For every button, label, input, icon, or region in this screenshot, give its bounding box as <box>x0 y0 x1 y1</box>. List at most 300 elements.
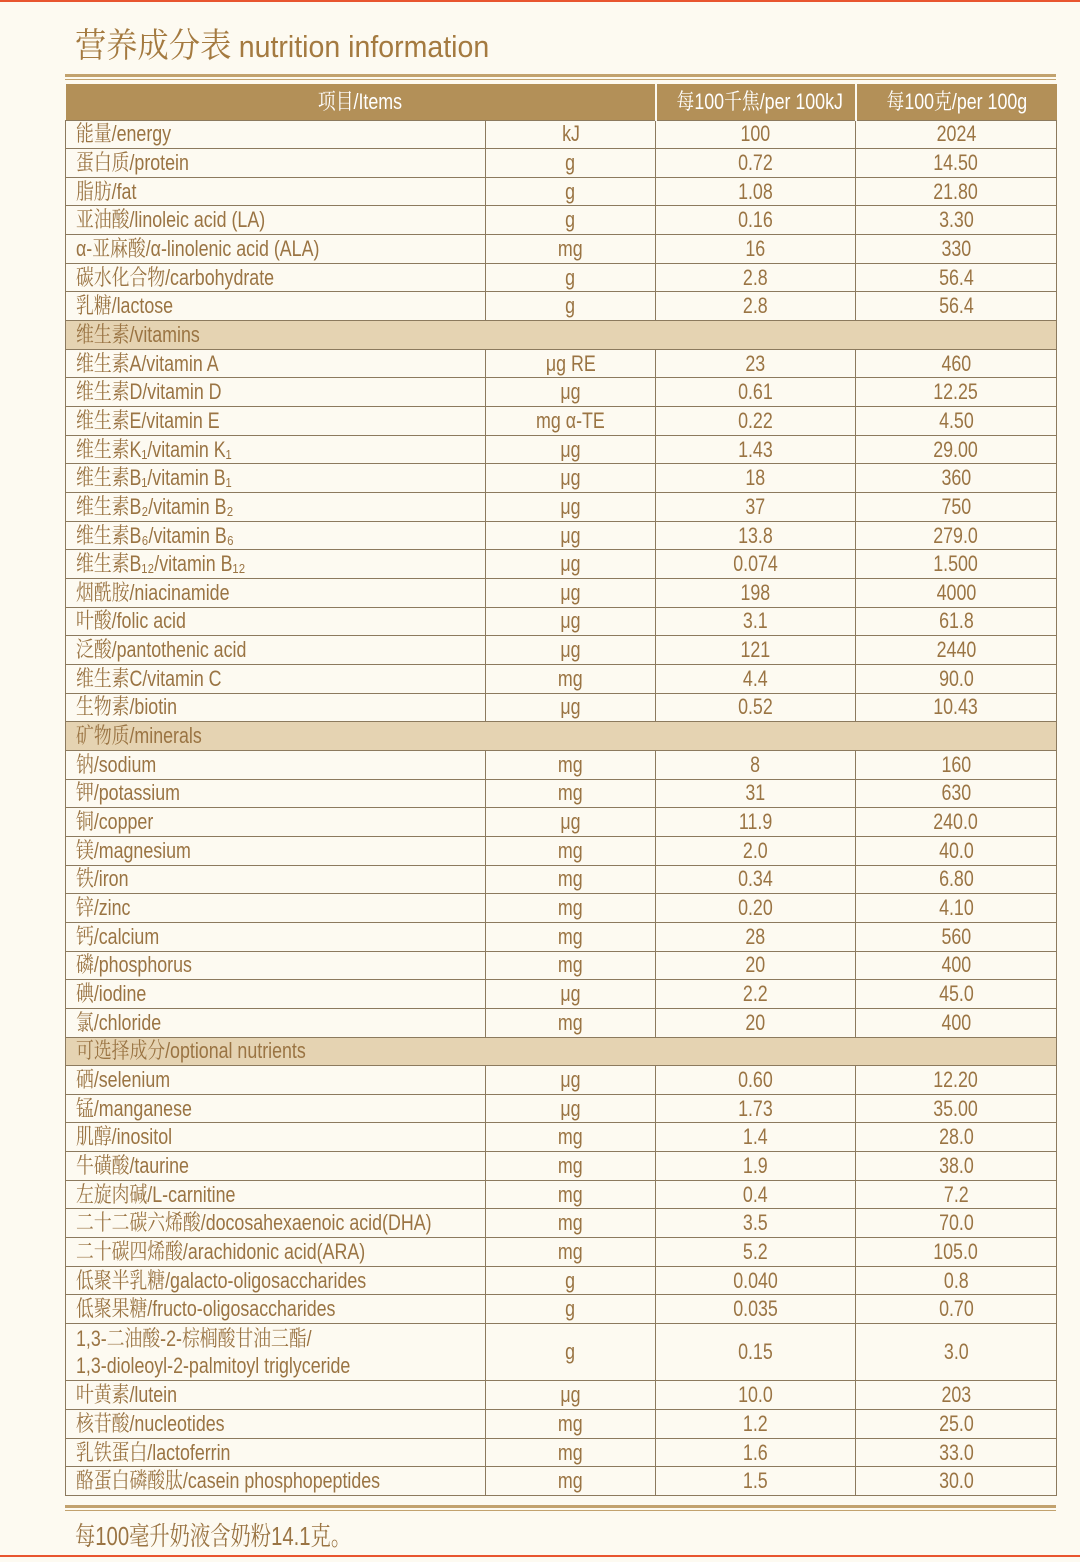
nutrient-unit-cell <box>486 493 656 522</box>
value-per-100kj-cell <box>656 493 856 522</box>
value-per-100g: 12.25 <box>933 379 979 405</box>
nutrient-name-cell <box>66 1008 486 1037</box>
nutrient-name-cell <box>66 750 486 779</box>
section-label: 可选择成分/optional nutrients <box>76 1038 306 1064</box>
nutrient-name: 二十二碳六烯酸/docosahexaenoic acid(DHA) <box>76 1210 432 1236</box>
nutrient-unit-cell <box>486 435 656 464</box>
nutrient-row <box>66 435 1057 464</box>
nutrient-unit: g <box>565 1267 576 1293</box>
value-per-100kj: 1.43 <box>738 436 773 462</box>
value-per-100g: 35.00 <box>933 1095 979 1121</box>
value-per-100kj: 0.074 <box>733 551 778 577</box>
value-per-100g-cell <box>856 922 1057 951</box>
value-per-100kj-cell <box>656 1209 856 1238</box>
nutrient-name: 钙/calcium <box>76 923 160 949</box>
value-per-100g: 30.0 <box>938 1468 974 1494</box>
nutrient-row <box>66 1324 1057 1381</box>
nutrient-name: 氯/chloride <box>76 1009 162 1035</box>
value-per-100kj: 121 <box>740 637 771 663</box>
header-items: 项目/Items <box>317 88 403 114</box>
value-per-100kj: 2.0 <box>743 837 768 863</box>
nutrient-row <box>66 951 1057 980</box>
value-per-100g: 560 <box>941 923 971 949</box>
value-per-100kj: 1.9 <box>743 1152 768 1178</box>
nutrient-name: 碳水化合物/carbohydrate <box>76 264 275 290</box>
value-per-100kj-cell <box>656 1238 856 1267</box>
nutrient-row <box>66 1266 1057 1295</box>
section-header-row <box>66 1037 1057 1066</box>
nutrient-unit: g <box>565 178 576 204</box>
value-per-100kj-cell <box>656 636 856 665</box>
nutrient-name-cell <box>66 550 486 579</box>
nutrient-row <box>66 1238 1057 1267</box>
value-per-100g: 2440 <box>936 637 976 663</box>
value-per-100g-cell <box>856 750 1057 779</box>
value-per-100kj: 11.9 <box>738 809 773 835</box>
value-per-100g: 14.50 <box>933 149 979 175</box>
value-per-100g: 90.0 <box>938 665 974 691</box>
value-per-100kj-cell <box>656 579 856 608</box>
nutrition-table <box>65 84 1057 1496</box>
value-per-100kj: 0.035 <box>733 1296 778 1322</box>
nutrient-name-cell <box>66 607 486 636</box>
nutrient-name: 钠/sodium <box>76 751 157 777</box>
value-per-100kj-cell <box>656 1295 856 1324</box>
value-per-100g-cell <box>856 464 1057 493</box>
nutrient-name: 维生素D/vitamin D <box>76 379 222 405</box>
nutrient-unit-cell <box>486 693 656 722</box>
nutrient-unit: μg <box>560 436 581 462</box>
nutrient-unit-cell <box>486 407 656 436</box>
value-per-100g: 21.80 <box>933 178 979 204</box>
header-per-100g-cell <box>856 84 1057 120</box>
nutrient-name: 维生素E/vitamin E <box>76 407 220 433</box>
nutrient-name-cell <box>66 292 486 321</box>
value-per-100g-cell <box>856 378 1057 407</box>
nutrient-name: 钾/potassium <box>76 780 180 806</box>
value-per-100kj-cell <box>656 435 856 464</box>
header-items-cell <box>66 84 656 120</box>
nutrient-name: 乳糖/lactose <box>76 293 174 319</box>
value-per-100g: 400 <box>941 952 971 978</box>
value-per-100g-cell <box>856 493 1057 522</box>
value-per-100kj: 2.2 <box>743 981 768 1007</box>
value-per-100kj-cell <box>656 1094 856 1123</box>
value-per-100kj: 0.20 <box>738 895 773 921</box>
nutrient-row <box>66 836 1057 865</box>
value-per-100g-cell <box>856 206 1057 235</box>
value-per-100kj: 0.34 <box>738 866 773 892</box>
value-per-100g-cell <box>856 1467 1057 1496</box>
nutrient-name-cell <box>66 349 486 378</box>
value-per-100kj: 1.2 <box>743 1410 768 1436</box>
value-per-100kj: 31 <box>745 780 766 806</box>
value-per-100g-cell <box>856 407 1057 436</box>
nutrient-unit: mg <box>558 1468 583 1494</box>
nutrient-unit-cell <box>486 980 656 1009</box>
value-per-100kj: 100 <box>740 121 771 147</box>
value-per-100kj-cell <box>656 349 856 378</box>
value-per-100g: 70.0 <box>938 1210 974 1236</box>
nutrient-unit: μg <box>560 1382 581 1408</box>
nutrient-row <box>66 235 1057 264</box>
nutrient-name-cell <box>66 808 486 837</box>
header-per-100g: 每100克/per 100g <box>886 88 1027 114</box>
nutrient-row <box>66 1209 1057 1238</box>
value-per-100g-cell <box>856 894 1057 923</box>
value-per-100g: 4.10 <box>938 895 974 921</box>
nutrient-name-cell <box>66 693 486 722</box>
nutrient-name: 碘/iodine <box>76 981 147 1007</box>
nutrient-name: 镁/magnesium <box>76 837 191 863</box>
nutrient-row <box>66 493 1057 522</box>
value-per-100g-cell <box>856 1295 1057 1324</box>
value-per-100kj: 2.8 <box>743 264 768 290</box>
header-per-100kj: 每100千焦/per 100kJ <box>676 88 843 114</box>
nutrient-name-cell <box>66 836 486 865</box>
value-per-100kj-cell <box>656 607 856 636</box>
nutrient-name-cell <box>66 1438 486 1467</box>
nutrient-unit: mg <box>558 1410 583 1436</box>
nutrient-row <box>66 206 1057 235</box>
value-per-100kj-cell <box>656 464 856 493</box>
nutrient-unit: μg <box>560 694 581 720</box>
nutrient-unit: μg <box>560 379 581 405</box>
nutrient-unit: g <box>565 264 576 290</box>
nutrient-unit: μg <box>560 637 581 663</box>
value-per-100kj: 8 <box>750 751 761 777</box>
nutrient-name-cell <box>66 435 486 464</box>
value-per-100kj: 0.22 <box>738 407 773 433</box>
nutrient-unit: μg <box>560 579 581 605</box>
value-per-100kj: 10.0 <box>738 1382 773 1408</box>
nutrient-name-cell <box>66 579 486 608</box>
nutrient-name: 维生素B₂/vitamin B₂ <box>76 493 234 519</box>
value-per-100kj: 0.61 <box>738 379 773 405</box>
nutrient-row <box>66 1467 1057 1496</box>
nutrient-name: 维生素B₆/vitamin B₆ <box>76 522 234 548</box>
value-per-100g: 12.20 <box>933 1066 979 1092</box>
value-per-100g-cell <box>856 1238 1057 1267</box>
nutrient-row <box>66 894 1057 923</box>
nutrient-name: 泛酸/pantothenic acid <box>76 637 247 663</box>
value-per-100kj: 1.08 <box>738 178 773 204</box>
nutrient-name: 能量/energy <box>76 121 172 147</box>
nutrient-row <box>66 550 1057 579</box>
value-per-100g-cell <box>856 836 1057 865</box>
nutrient-unit-cell <box>486 664 656 693</box>
value-per-100g-cell <box>856 951 1057 980</box>
nutrient-row <box>66 120 1057 149</box>
nutrient-name-cell <box>66 1467 486 1496</box>
nutrient-name-cell <box>66 1381 486 1410</box>
nutrient-name-cell <box>66 922 486 951</box>
nutrient-name-cell <box>66 894 486 923</box>
nutrient-unit-cell <box>486 464 656 493</box>
value-per-100g-cell <box>856 120 1057 149</box>
nutrient-unit: mg <box>558 1181 583 1207</box>
nutrient-unit: μg <box>560 465 581 491</box>
value-per-100g: 203 <box>941 1382 971 1408</box>
nutrient-unit-cell <box>486 1467 656 1496</box>
value-per-100g: 630 <box>941 780 971 806</box>
value-per-100kj-cell <box>656 894 856 923</box>
nutrient-unit-cell <box>486 922 656 951</box>
nutrient-name: 铁/iron <box>76 866 129 892</box>
nutrient-unit: kJ <box>561 121 580 147</box>
value-per-100kj-cell <box>656 1438 856 1467</box>
value-per-100kj: 0.040 <box>733 1267 778 1293</box>
value-per-100g: 240.0 <box>933 809 979 835</box>
title-english: nutrition information <box>238 29 490 64</box>
nutrient-unit: mg α-TE <box>536 407 605 433</box>
nutrient-unit-cell <box>486 750 656 779</box>
value-per-100kj-cell <box>656 750 856 779</box>
value-per-100g-cell <box>856 664 1057 693</box>
nutrient-name-cell <box>66 120 486 149</box>
value-per-100g: 56.4 <box>938 293 974 319</box>
nutrient-name-cell <box>66 521 486 550</box>
value-per-100kj: 1.73 <box>738 1095 773 1121</box>
value-per-100kj-cell <box>656 1008 856 1037</box>
nutrient-unit: mg <box>558 952 583 978</box>
nutrient-name-cell <box>66 636 486 665</box>
nutrient-row <box>66 636 1057 665</box>
value-per-100kj-cell <box>656 120 856 149</box>
value-per-100kj-cell <box>656 1467 856 1496</box>
nutrient-name-cell <box>66 1152 486 1181</box>
nutrient-unit-cell <box>486 1152 656 1181</box>
nutrient-unit: mg <box>558 665 583 691</box>
value-per-100kj: 28 <box>745 923 766 949</box>
nutrient-unit-cell <box>486 235 656 264</box>
value-per-100g-cell <box>856 1266 1057 1295</box>
nutrient-name: 叶黄素/lutein <box>76 1382 178 1408</box>
nutrient-name-cell <box>66 664 486 693</box>
nutrient-unit-cell <box>486 1008 656 1037</box>
value-per-100g-cell <box>856 779 1057 808</box>
nutrient-unit-cell <box>486 120 656 149</box>
nutrient-name: α-亚麻酸/α-linolenic acid (ALA) <box>76 235 320 261</box>
nutrient-name-cell <box>66 464 486 493</box>
value-per-100kj: 13.8 <box>738 522 773 548</box>
nutrient-name: 锰/manganese <box>76 1095 192 1121</box>
value-per-100g-cell <box>856 1410 1057 1439</box>
value-per-100kj-cell <box>656 1066 856 1095</box>
value-per-100kj-cell <box>656 951 856 980</box>
footer-note-text: 每100毫升奶液含奶粉14.1克。 <box>75 1521 352 1552</box>
value-per-100g: 61.8 <box>938 608 974 634</box>
nutrient-unit-cell <box>486 149 656 178</box>
value-per-100g: 330 <box>941 235 971 261</box>
footer-note <box>65 1519 1056 1558</box>
value-per-100g-cell <box>856 1180 1057 1209</box>
nutrient-unit: mg <box>558 866 583 892</box>
value-per-100kj-cell <box>656 235 856 264</box>
nutrient-row <box>66 1295 1057 1324</box>
nutrient-unit: μg <box>560 493 581 519</box>
value-per-100g: 3.0 <box>943 1339 969 1365</box>
nutrient-unit-cell <box>486 836 656 865</box>
value-per-100g-cell <box>856 1209 1057 1238</box>
nutrient-name-cell <box>66 263 486 292</box>
value-per-100kj: 3.5 <box>743 1210 768 1236</box>
nutrient-unit-cell <box>486 951 656 980</box>
nutrient-unit: mg <box>558 1238 583 1264</box>
nutrient-unit: μg <box>560 1066 581 1092</box>
value-per-100kj: 0.52 <box>738 694 773 720</box>
nutrient-unit: mg <box>558 837 583 863</box>
section-header-cell <box>66 1037 1057 1066</box>
nutrient-unit: mg <box>558 1124 583 1150</box>
nutrient-name: 低聚半乳糖/galacto-oligosaccharides <box>76 1267 367 1293</box>
nutrient-unit: mg <box>558 1009 583 1035</box>
nutrient-unit: mg <box>558 1152 583 1178</box>
nutrient-row <box>66 1410 1057 1439</box>
nutrient-name-cell <box>66 779 486 808</box>
value-per-100g: 750 <box>941 493 971 519</box>
nutrient-name: 脂肪/fat <box>76 178 137 204</box>
nutrient-row <box>66 1008 1057 1037</box>
value-per-100g-cell <box>856 349 1057 378</box>
value-per-100kj-cell <box>656 779 856 808</box>
value-per-100kj: 198 <box>740 579 771 605</box>
value-per-100kj-cell <box>656 550 856 579</box>
value-per-100kj-cell <box>656 980 856 1009</box>
value-per-100kj-cell <box>656 1152 856 1181</box>
value-per-100g: 45.0 <box>938 981 974 1007</box>
nutrient-unit-cell <box>486 349 656 378</box>
value-per-100kj-cell <box>656 521 856 550</box>
value-per-100g: 7.2 <box>943 1181 969 1207</box>
nutrient-name-cell <box>66 1324 486 1381</box>
nutrient-name: 低聚果糖/fructo-oligosaccharides <box>76 1296 336 1322</box>
value-per-100kj: 23 <box>745 350 766 376</box>
value-per-100g-cell <box>856 1152 1057 1181</box>
section-header-row <box>66 722 1057 751</box>
nutrient-unit-cell <box>486 1266 656 1295</box>
nutrient-name: 牛磺酸/taurine <box>76 1152 189 1178</box>
value-per-100g-cell <box>856 521 1057 550</box>
nutrient-unit: mg <box>558 780 583 806</box>
nutrient-unit-cell <box>486 521 656 550</box>
nutrient-unit: μg <box>560 551 581 577</box>
nutrient-unit: μg <box>560 608 581 634</box>
nutrient-unit-cell <box>486 1238 656 1267</box>
nutrient-name-cell <box>66 1066 486 1095</box>
value-per-100kj-cell <box>656 836 856 865</box>
value-per-100kj: 2.8 <box>743 293 768 319</box>
value-per-100g-cell <box>856 149 1057 178</box>
nutrient-name: 核苷酸/nucleotides <box>76 1410 225 1436</box>
value-per-100g-cell <box>856 808 1057 837</box>
value-per-100g-cell <box>856 435 1057 464</box>
nutrient-name: 1,3-二油酸-2-棕榈酸甘油三酯/ 1,3-dioleoyl-2-palmitoyl triglyceride <box>76 1326 351 1379</box>
value-per-100kj-cell <box>656 263 856 292</box>
nutrient-name-cell <box>66 1180 486 1209</box>
value-per-100g: 105.0 <box>933 1238 979 1264</box>
value-per-100g-cell <box>856 579 1057 608</box>
page-title <box>75 24 489 75</box>
value-per-100g-cell <box>856 865 1057 894</box>
nutrient-unit: mg <box>558 923 583 949</box>
value-per-100kj: 20 <box>745 1009 766 1035</box>
value-per-100g: 56.4 <box>938 264 974 290</box>
nutrient-unit-cell <box>486 1094 656 1123</box>
value-per-100kj: 1.6 <box>743 1439 768 1465</box>
nutrient-unit-cell <box>486 1295 656 1324</box>
nutrient-row <box>66 521 1057 550</box>
nutrient-name-cell <box>66 407 486 436</box>
value-per-100kj-cell <box>656 1266 856 1295</box>
nutrient-name-cell <box>66 865 486 894</box>
value-per-100kj-cell <box>656 149 856 178</box>
value-per-100kj-cell <box>656 206 856 235</box>
nutrient-unit-cell <box>486 1410 656 1439</box>
nutrient-unit: mg <box>558 235 583 261</box>
nutrient-name: 磷/phosphorus <box>76 952 192 978</box>
top-edge-line <box>0 0 1080 2</box>
nutrient-unit: g <box>565 293 576 319</box>
nutrient-unit-cell <box>486 1438 656 1467</box>
nutrient-row <box>66 1123 1057 1152</box>
nutrient-row <box>66 779 1057 808</box>
title-chinese: 营养成分表 <box>75 27 232 65</box>
value-per-100g-cell <box>856 980 1057 1009</box>
nutrition-table-body <box>66 120 1057 1496</box>
value-per-100g-cell <box>856 1381 1057 1410</box>
nutrient-unit: g <box>565 149 576 175</box>
nutrient-unit-cell <box>486 636 656 665</box>
nutrient-name-cell <box>66 493 486 522</box>
nutrient-row <box>66 865 1057 894</box>
nutrient-unit-cell <box>486 1180 656 1209</box>
nutrient-row <box>66 980 1057 1009</box>
value-per-100kj-cell <box>656 177 856 206</box>
value-per-100kj-cell <box>656 292 856 321</box>
nutrient-name: 铜/copper <box>76 809 154 835</box>
nutrient-unit: μg <box>560 522 581 548</box>
nutrient-row <box>66 693 1057 722</box>
value-per-100g-cell <box>856 1123 1057 1152</box>
nutrient-name: 亚油酸/linoleic acid (LA) <box>76 207 266 233</box>
nutrient-unit: mg <box>558 1210 583 1236</box>
nutrient-name-cell <box>66 177 486 206</box>
value-per-100g-cell <box>856 550 1057 579</box>
value-per-100g-cell <box>856 1008 1057 1037</box>
nutrient-unit-cell <box>486 263 656 292</box>
nutrient-row <box>66 349 1057 378</box>
nutrient-unit: mg <box>558 751 583 777</box>
value-per-100kj: 0.16 <box>738 207 773 233</box>
nutrient-name: 酪蛋白磷酸肽/casein phosphopeptides <box>76 1468 381 1494</box>
nutrient-row <box>66 464 1057 493</box>
value-per-100kj-cell <box>656 664 856 693</box>
value-per-100kj: 37 <box>745 493 766 519</box>
nutrient-unit-cell <box>486 292 656 321</box>
value-per-100g: 160 <box>941 751 971 777</box>
nutrient-unit-cell <box>486 206 656 235</box>
nutrient-unit-cell <box>486 1381 656 1410</box>
nutrient-row <box>66 579 1057 608</box>
nutrient-name-cell <box>66 1410 486 1439</box>
nutrient-unit-cell <box>486 894 656 923</box>
value-per-100kj-cell <box>656 1381 856 1410</box>
section-header-row <box>66 321 1057 350</box>
nutrient-unit: g <box>565 1339 576 1365</box>
value-per-100g-cell <box>856 235 1057 264</box>
value-per-100g-cell <box>856 607 1057 636</box>
